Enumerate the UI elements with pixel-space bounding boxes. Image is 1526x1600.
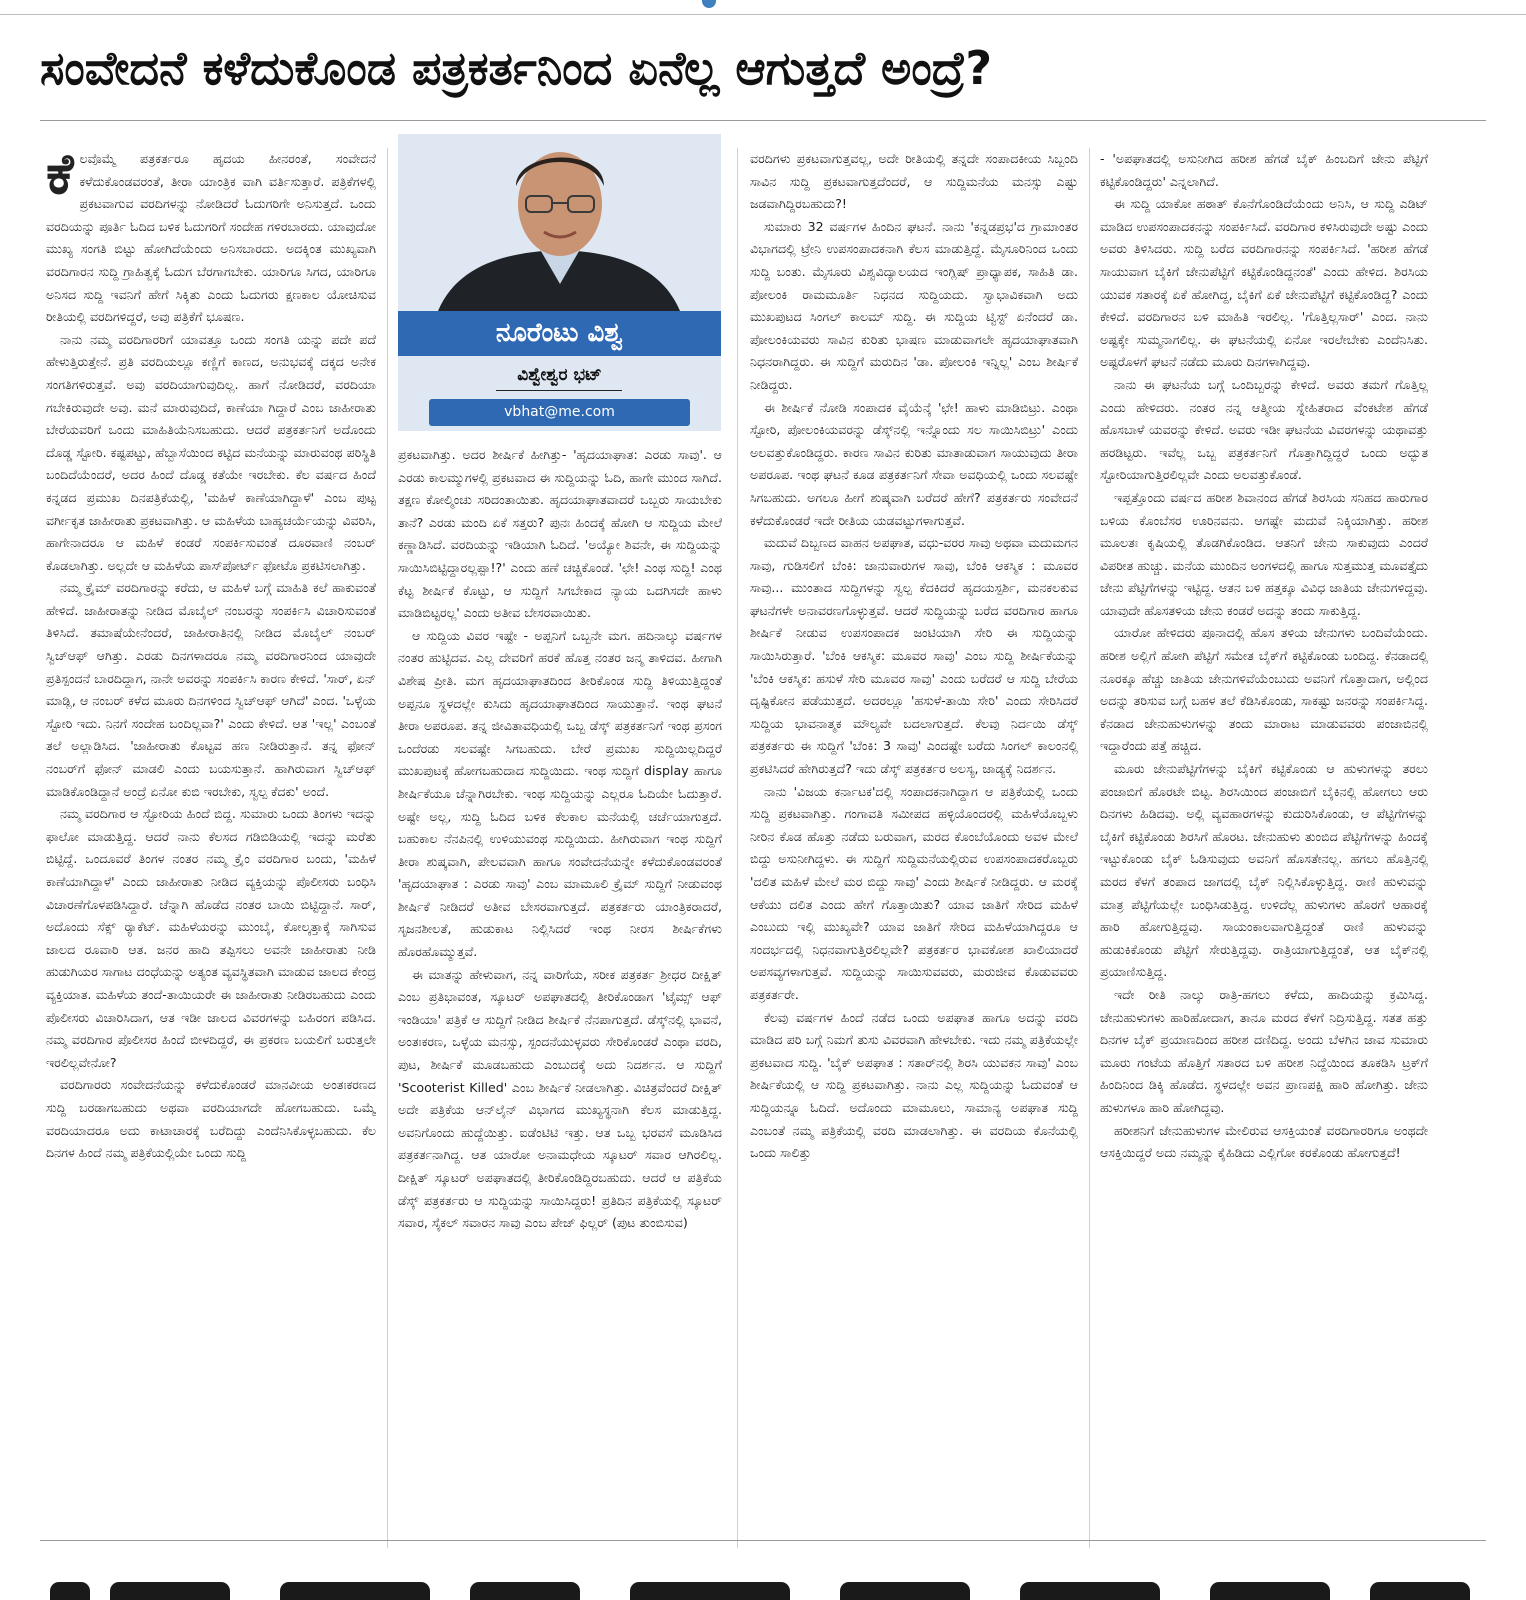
article-paragraph: ನಾನು ನಮ್ಮ ವರದಿಗಾರರಿಗೆ ಯಾವತ್ತೂ ಒಂದು ಸಂಗತಿ ಯನ್ನು ಪದೇ ಪದೆ ಹೇಳುತ್ತಿರುತ್ತೇನೆ. ಪ್ರತಿ ವರದಿಯಲ್ಲೂ ಕಣ್ಣಿಗೆ ಕಾಣದ, ಅನುಭವಕ್ಕೆ ದಕ್ಕದ ಅನೇಕ ಸಂಗತಿಗಳಿರುತ್ತವೆ. ಅವು ವರದಿಯಾಗುವುದಿಲ್ಲ. ಹಾಗೆ ನೋಡಿದರೆ, ವರದಿಯಾ ಗಬೇಕಿರುವುದೇ ಅವು. ಮನೆ ಮಾರುವುದಿದೆ, ಕಾಣೆಯಾ ಗಿದ್ದಾರೆ ಎಂಬ ಜಾಹೀರಾತು ಬೇರೆಯವರಿಗೆ ಒಂದು ಮಾಹಿತಿಯೆನಿಸಬಹುದು. ಆದರೆ ಪತ್ರಕರ್ತನಿಗೆ ಅದೊಂದು ದೊಡ್ಡ ಸ್ಟೋರಿ. ಕಷ್ಟಪಟ್ಟು, ಹೆಬ್ಬಾಸೆಯಿಂದ ಕಟ್ಟಿದ ಮನೆಯನ್ನು ಮಾರುವಂಥ ಪರಿಸ್ಥಿತಿ ಬಂದಿದೆಯೆಂದರೆ, ಅದರ ಹಿಂದೆ ದೊಡ್ಡ ಕತೆಯೇ ಇರಬೇಕು. ಕೆಲ ವರ್ಷದ ಹಿಂದೆ ಕನ್ನಡದ ಪ್ರಮುಖ ದಿನಪತ್ರಿಕೆಯಲ್ಲಿ, 'ಮಹಿಳೆ ಕಾಣೆಯಾಗಿದ್ದಾಳೆ' ಎಂಬ ಪುಟ್ಟ ವರ್ಗೀಕೃತ ಜಾಹೀರಾತು ಪ್ರಕಟವಾಗಿತ್ತು. ಆ ಮಹಿಳೆಯ ಬಾಹ್ಯಚರ್ಯೆಯನ್ನು ವಿವರಿಸಿ, ಹಾಗೇನಾದರೂ ಆ ಮಹಿಳೆ ಕಂಡರೆ ಸಂಪರ್ಕಿಸುವಂತೆ ದೂರವಾಣಿ ನಂಬರ್ ಕೊಡಲಾಗಿತ್ತು. ಅಲ್ಲದೇ ಆ ಮಹಿಳೆಯ ಪಾಸ್‌ಪೋರ್ಟ್ ಫೋಟೊ ಪ್ರಕಟಿಸಲಾಗಿತ್ತು. <box>46 331 376 573</box>
page-marker <box>702 0 716 8</box>
article-paragraph: - 'ಅಪಘಾತದಲ್ಲಿ ಅಸುನೀಗಿದ ಹರೀಶ ಹೆಗಡೆ ಬೈಕ್ ಹಿಂಬದಿಗೆ ಜೇನು ಪೆಟ್ಟಿಗೆ ಕಟ್ಟಿಕೊಂಡಿದ್ದರು' ಎನ್ನಲಾಗಿದೆ. <box>1100 151 1428 189</box>
article-paragraph: ವರದಿಗಾರರು ಸಂವೇದನೆಯನ್ನು ಕಳೆದುಕೊಂಡರೆ ಮಾನವೀಯ ಅಂತಃಕರಣದ ಸುದ್ದಿ ಬರಡಾಗಬಹುದು ಅಥವಾ ವರದಿಯಾಗದೇ ಹೋಗಬಹುದು. ಒಮ್ಮೆ ವರದಿಯಾದರೂ ಅದು ಕಾಟಾಚಾರಕ್ಕೆ ಬರೆದಿದ್ದು ಎಂದೆನಿಸಿಕೊಳ್ಳಬಹುದು. ಕೆಲ ದಿನಗಳ ಹಿಂದೆ ನಮ್ಮ ಪತ್ರಿಕೆಯಲ್ಲಿಯೇ ಒಂದು ಸುದ್ದಿ <box>46 1077 376 1161</box>
headline-divider <box>40 120 1486 121</box>
article-paragraph: ಪ್ರಕಟವಾಗಿತ್ತು. ಅದರ ಶೀರ್ಷಿಕೆ ಹೀಗಿತ್ತು- 'ಹೃದಯಾಘಾತ: ಎರಡು ಸಾವು'. ಆ ಎರಡು ಕಾಲಮ್ಮುಗಳಲ್ಲಿ ಪ್ರಕಟವಾದ ಈ ಸುದ್ದಿಯನ್ನು ಓದಿ, ಹಾಗೇ ಮುಂದ ಸಾಗಿದೆ. ತಕ್ಷಣ ಕೋಲ್ಮಿಂಚು ಸರಿದಂತಾಯಿತು. ಹೃದಯಾಘಾತವಾದರೆ ಒಬ್ಬರು ಸಾಯಬೇಕು ತಾನೆ? ಎರಡು ಮಂದಿ ಏಕೆ ಸತ್ತರು? ಪುನಃ ಹಿಂದಕ್ಕೆ ಹೋಗಿ ಆ ಸುದ್ದಿಯ ಮೇಲೆ ಕಣ್ಣಾಡಿಸಿದೆ. ವರದಿಯನ್ನು ಇಡಿಯಾಗಿ ಓದಿದೆ. 'ಅಯ್ಯೋ ಶಿವನೇ, ಈ ಸುದ್ದಿಯನ್ನು ಸಾಯಿಸಿಬಿಟ್ಟಿದ್ದಾರಲ್ಲಪ್ಪಾ!?' ಎಂದು ಹಣೆ ಚಚ್ಚಿಕೊಂಡೆ. 'ಛೇ! ಎಂಥ ಸುದ್ದಿ! ಎಂಥ ಕೆಟ್ಟ ಶೀರ್ಷಿಕೆ ಕೊಟ್ಟು, ಆ ಸುದ್ದಿಗೆ ಸಿಗಬೇಕಾದ ನ್ಯಾಯ ಒದಗಿಸದೇ ಹಾಳು ಮಾಡಿಬಿಟ್ಟರಲ್ಲ' ಎಂದು ಅತೀವ ಬೇಸರವಾಯಿತು. <box>398 447 722 621</box>
author-name: ವಿಶ್ವೇಶ್ವರ ಭಟ್ <box>517 365 602 385</box>
author-email: vbhat@me.com <box>429 399 690 426</box>
article-paragraph: ಮದುವೆ ದಿಬ್ಬಣದ ವಾಹನ ಅಪಘಾತ, ವಧು-ವರರ ಸಾವು ಅಥವಾ ಮದುಮಗನ ಸಾವು, ಗುಡಿಸಲಿಗೆ ಬೆಂಕಿ: ಜಾನುವಾರುಗಳ ಸಾವು, ಬೆಂಕಿ ಆಕಸ್ಮಿಕ : ಮೂವರ ಸಾವು... ಮುಂತಾದ ಸುದ್ದಿಗಳನ್ನು ಸ್ವಲ್ಪ ಕೆದಕಿದರೆ ಹೃದಯಸ್ಪರ್ಶಿ, ಮನಕಲಕುವ ಘಟನೆಗಳೇ ಅನಾವರಣಗೊಳ್ಳುತ್ತವೆ. ಆದರೆ ಸುದ್ದಿಯನ್ನು ಬರೆದ ವರದಿಗಾರ ಹಾಗೂ ಶೀರ್ಷಿಕೆ ನೀಡುವ ಉಪಸಂಪಾದಕ ಜಂಟಿಯಾಗಿ ಸೇರಿ ಈ ಸುದ್ದಿಯನ್ನು ಸಾಯಿಸಿರುತ್ತಾರೆ. 'ಬೆಂಕಿ ಆಕಸ್ಮಿಕ: ಮೂವರ ಸಾವು' ಎಂಬ ಸುದ್ದಿ ಶೀರ್ಷಿಕೆಯನ್ನು 'ಬೆಂಕಿ ಆಕಸ್ಮಿಕ: ಹಸುಳೆ ಸೇರಿ ಮೂವರ ಸಾವು' ಎಂದು ಬರೆದರೆ ಆ ಸುದ್ದಿ ಬೇರೆಯ ದೃಷ್ಟಿಕೋನ ಪಡೆಯುತ್ತದೆ. ಅದರಲ್ಲೂ 'ಹಸುಳೆ-ತಾಯಿ ಸೇರಿ' ಎಂದು ಸೇರಿಸಿದರೆ ಸುದ್ದಿಯ ಭಾವನಾತ್ಮಕ ಮೌಲ್ಯವೇ ಬದಲಾಗುತ್ತದೆ. ಕೆಲವು ನಿರ್ದಯಿ ಡೆಸ್ಕ್ ಪತ್ರಕರ್ತರು ಈ ಸುದ್ದಿಗೆ 'ಬೆಂಕಿ: 3 ಸಾವು' ಎಂದಷ್ಟೇ ಬರೆದು ಸಿಂಗಲ್ ಕಾಲಂನಲ್ಲಿ ಪ್ರಕಟಿಸಿದರೆ ಹೇಗಿರುತ್ತದೆ? ಇದು ಡೆಸ್ಕ್ ಪತ್ರಕರ್ತರ ಅಲಸ್ಯ, ಜಾಡ್ಯಕ್ಕೆ ನಿದರ್ಶನ. <box>750 535 1078 777</box>
column-name: ನೂರೆಂಟು ವಿಶ್ವ <box>398 311 721 356</box>
author-photo <box>398 134 721 311</box>
article-column-1 <box>46 148 376 1552</box>
article-column-4 <box>1100 148 1428 1552</box>
article-paragraph: ನಾನು 'ವಿಜಯ ಕರ್ನಾಟಕ'ದಲ್ಲಿ ಸಂಪಾದಕನಾಗಿದ್ದಾಗ ಆ ಪತ್ರಿಕೆಯಲ್ಲಿ ಒಂದು ಸುದ್ದಿ ಪ್ರಕಟವಾಗಿತ್ತು. ಗಂಗಾವತಿ ಸಮೀಪದ ಹಳ್ಳಿಯೊಂದರಲ್ಲಿ ಮಹಿಳೆಯೊಬ್ಬಳು ನೀರಿನ ಕೊಡ ಹೊತ್ತು ನಡೆದು ಬರುವಾಗ, ಮರದ ಕೊಂಬೆಯೊಂದು ಅವಳ ಮೇಲೆ ಬಿದ್ದು ಅಸುನೀಗಿದ್ದಳು. ಈ ಸುದ್ದಿಗೆ ಸುದ್ದಿಮನೆಯಲ್ಲಿರುವ ಉಪಸಂಪಾದಕರೊಬ್ಬರು 'ದಲಿತ ಮಹಿಳೆ ಮೇಲೆ ಮರ ಬಿದ್ದು ಸಾವು' ಎಂದು ಶೀರ್ಷಿಕೆ ನೀಡಿದ್ದರು. ಆ ಮರಕ್ಕೆ ಆಕೆಯು ದಲಿತ ಎಂದು ಹೇಗೆ ಗೊತ್ತಾಯಿತು? ಯಾವ ಜಾತಿಗೆ ಸೇರಿದ ಮಹಿಳೆ ಎಂಬುದು ಇಲ್ಲಿ ಮುಖ್ಯವೇ? ಯಾವ ಜಾತಿಗೆ ಸೇರಿದ ಮಹಿಳೆಯಾಗಿದ್ದರೂ ಆ ಸಂದರ್ಭದಲ್ಲಿ ನಿಧನವಾಗುತ್ತಿರಲಿಲ್ಲವೇ? ಪತ್ರಕರ್ತರ ಭಾವಕೋಶ ಖಾಲಿಯಾದರೆ ಅಪಸವ್ಯಗಳಾಗುತ್ತವೆ. ಸುದ್ದಿಯನ್ನು ಸಾಯಿಸುವವರು, ಮರುಜೀವ ಕೊಡುವವರು ಪತ್ರಕರ್ತರೇ. <box>750 783 1078 1002</box>
article-paragraph: ಆ ಸುದ್ದಿಯ ವಿವರ ಇಷ್ಟೇ - ಅಪ್ಪನಿಗೆ ಒಬ್ಬನೇ ಮಗ. ಹದಿನಾಲ್ಕು ವರ್ಷಗಳ ನಂತರ ಹುಟ್ಟಿದವ. ಎಲ್ಲ ದೇವರಿಗೆ ಹರಕೆ ಹೊತ್ತ ನಂತರ ಜನ್ಮ ತಾಳಿದವ. ಹೀಗಾಗಿ ವಿಶೇಷ ಪ್ರೀತಿ. ಮಗ ಹೃದಯಾಘಾತದಿಂದ ತೀರಿಕೊಂಡ ಸುದ್ದಿ ತಿಳಿಯುತ್ತಿದ್ದಂತೆ ಅಪ್ಪನೂ ಸ್ಥಳದಲ್ಲೇ ಕುಸಿದು ಹೃದಯಾಘಾತದಿಂದ ಸಾಯುತ್ತಾನೆ. ಇಂಥ ಘಟನೆ ತೀರಾ ಅಪರೂಪ. ತನ್ನ ಜೀವಿತಾವಧಿಯಲ್ಲಿ ಒಬ್ಬ ಡೆಸ್ಕ್ ಪತ್ರಕರ್ತನಿಗೆ ಇಂಥ ಪ್ರಸಂಗ ಒಂದೆರಡು ಸಲವಷ್ಟೇ ಸಿಗಬಹುದು. ಬೇರೆ ಪ್ರಮುಖ ಸುದ್ದಿಯಿಲ್ಲದಿದ್ದರೆ ಮುಖಪುಟಕ್ಕೆ ಹೋಗಬಹುದಾದ ಸುದ್ದಿಯಿದು. ಇಂಥ ಸುದ್ದಿಗೆ display ಹಾಗೂ ಶೀರ್ಷಿಕೆಯೂ ಚೆನ್ನಾಗಿರಬೇಕು. ಇಂಥ ಸುದ್ದಿಯನ್ನು ಎಲ್ಲರೂ ಓದಿಯೇ ಓದುತ್ತಾರೆ. ಅಷ್ಟೇ ಅಲ್ಲ, ಸುದ್ದಿ ಓದಿದ ಬಳಿಕ ಕೆಲಕಾಲ ಮನೆಯಲ್ಲಿ ಚರ್ಚೆಯಾಗುತ್ತದೆ. ಬಹುಕಾಲ ನೆನಪಿನಲ್ಲಿ ಉಳಿಯುವಂಥ ಸುದ್ದಿಯಿದು. ಹೀಗಿರುವಾಗ ಇಂಥ ಸುದ್ದಿಗೆ ತೀರಾ ಶುಷ್ಕವಾಗಿ, ಪೇಲವವಾಗಿ ಹಾಗೂ ಸಂವೇದನೆಯನ್ನೇ ಕಳೆದುಕೊಂಡವರಂತೆ 'ಹೃದಯಾಘಾತ : ಎರಡು ಸಾವು' ಎಂಬ ಮಾಮೂಲಿ ಕ್ರೈಮ್ ಸುದ್ದಿಗೆ ನೀಡುವಂಥ ಶೀರ್ಷಿಕೆ ನೀಡಿದರೆ ಅತೀವ ಬೇಸರವಾಗುತ್ತದೆ. ಪತ್ರಕರ್ತರು ಯಾಂತ್ರಿಕರಾದರೆ, ಸೃಜನಶೀಲತೆ, ಹುಡುಕಾಟ ನಿಲ್ಲಿಸಿದರೆ ಇಂಥ ನೀರಸ ಶೀರ್ಷಿಕೆಗಳು ಹೊರಹೊಮ್ಮುತ್ತವೆ. <box>398 627 722 960</box>
article-paragraph: ನಮ್ಮ ವರದಿಗಾರ ಆ ಸ್ಟೋರಿಯ ಹಿಂದೆ ಬಿದ್ದ. ಸುಮಾರು ಒಂದು ತಿಂಗಳು ಇದನ್ನು ಫಾಲೋ ಮಾಡುತ್ತಿದ್ದ. ಆದರೆ ನಾನು ಕೆಲಸದ ಗಡಿಬಿಡಿಯಲ್ಲಿ ಇದನ್ನು ಮರೆತು ಬಿಟ್ಟಿದ್ದೆ. ಒಂದೂವರೆ ತಿಂಗಳ ನಂತರ ನಮ್ಮ ಕ್ರೈಂ ವರದಿಗಾರ ಬಂದು, 'ಮಹಿಳೆ ಕಾಣೆಯಾಗಿದ್ದಾಳೆ' ಎಂದು ಜಾಹೀರಾತು ನೀಡಿದ ವ್ಯಕ್ತಿಯನ್ನು ಪೊಲೀಸರು ಬಂಧಿಸಿ ವಿಚಾರಣೆಗೊಳಪಡಿಸಿದ್ದಾರೆ. ಚೆನ್ನಾಗಿ ಹೊಡೆದ ನಂತರ ಬಾಯಿ ಬಿಟ್ಟಿದ್ದಾನೆ. ಸಾರ್, ಅದೊಂದು ಸೆಕ್ಸ್ ರ‍್ಯಾಕೆಟ್. ಮಹಿಳೆಯರನ್ನು ಮುಂಬೈ, ಕೋಲ್ಕತ್ತಾಕ್ಕೆ ಸಾಗಿಸುವ ಜಾಲದ ರೂವಾರಿ ಆತ. ಜನರ ಹಾದಿ ತಪ್ಪಿಸಲು ಅವನೇ ಜಾಹೀರಾತು ನೀಡಿ ಹುಡುಗಿಯರ ಸಾಗಾಟ ದಂಧೆಯನ್ನು ಅತ್ಯಂತ ವ್ಯವಸ್ಥಿತವಾಗಿ ಮಾಡುವ ಜಾಲದ ಕೇಂದ್ರ ವ್ಯಕ್ತಿಯಾತ. ಮಹಿಳೆಯ ತಂದೆ-ತಾಯಿಯರೇ ಈ ಜಾಹೀರಾತು ನೀಡಿರಬಹುದು ಎಂದು ಪೊಲೀಸರು ವಿಚಾರಿಸಿದಾಗ, ಆತ ಇಡೀ ಜಾಲದ ವಿವರಗಳನ್ನು ಬಹಿರಂಗ ಪಡಿಸಿದ. ನಮ್ಮ ವರದಿಗಾರ ಪೊಲೀಸರ ಹಿಂದೆ ಬೀಳದಿದ್ದರೆ, ಈ ಪ್ರಕರಣ ಬಯಲಿಗೆ ಬರುತ್ತಲೇ ಇರಲಿಲ್ಲವೇನೋ? <box>46 806 376 1070</box>
article-paragraph: ಇದೇ ರೀತಿ ನಾಲ್ಕು ರಾತ್ರಿ-ಹಗಲು ಕಳೆದು, ಹಾದಿಯನ್ನು ಕ್ರಮಿಸಿದ್ದ. ಜೇನುಹುಳುಗಳು ಹಾರಿಹೋದಾಗ, ತಾನೂ ಮರದ ಕೆಳಗೆ ನಿದ್ರಿಸುತ್ತಿದ್ದ. ಸತತ ಹತ್ತು ದಿನಗಳ ಬೈಕ್ ಪ್ರಯಾಣದಿಂದ ಹರೀಶ ದಣಿದಿದ್ದ. ಅಂದು ಬೆಳಗಿನ ಜಾವ ಸುಮಾರು ಮೂರು ಗಂಟೆಯ ಹೊತ್ತಿಗೆ ಸತಾರದ ಬಳಿ ಹರೀಶ ನಿದ್ದೆಯಿಂದ ತೂಕಡಿಸಿ ಟ್ರಕ್‌ಗೆ ಹಿಂದಿನಿಂದ ಡಿಕ್ಕಿ ಹೊಡೆದ. ಸ್ಥಳದಲ್ಲೇ ಅವನ ಪ್ರಾಣಪಕ್ಷಿ ಹಾರಿ ಹೋಗಿತ್ತು. ಜೇನು ಹುಳುಗಳೂ ಹಾರಿ ಹೋಗಿದ್ದವು. <box>1100 986 1428 1115</box>
column-divider <box>1089 148 1090 1548</box>
column-divider <box>387 148 388 1548</box>
article-paragraph: ಮೂರು ಜೇನುಪೆಟ್ಟಿಗೆಗಳನ್ನು ಬೈಕಿಗೆ ಕಟ್ಟಿಕೊಂಡು ಆ ಹುಳುಗಳನ್ನು ತರಲು ಪಂಜಾಬಿಗೆ ಹೊರಟೇ ಬಿಟ್ಟ. ಶಿರಸಿಯಿಂದ ಪಂಜಾಬಿಗೆ ಬೈಕಿನಲ್ಲಿ ಹೋಗಲು ಆರು ದಿನಗಳು ಹಿಡಿದವು. ಅಲ್ಲಿ ವ್ಯವಹಾರಗಳನ್ನು ಕುದುರಿಸಿಕೊಂಡು, ಆ ಪೆಟ್ಟಿಗೆಗಳನ್ನು ಬೈಕಿಗೆ ಕಟ್ಟಿಕೊಂಡು ಶಿರಸಿಗೆ ಹೊರಟ. ಜೇನುಹುಳು ತುಂಬಿದ ಪೆಟ್ಟಿಗೆಗಳನ್ನು ಹಿಂದಕ್ಕೆ ಇಟ್ಟುಕೊಂಡು ಬೈಕ್ ಓಡಿಸುವುದು ಅವನಿಗೆ ಹೊಸತೇನಲ್ಲ. ಹಗಲು ಹೊತ್ತಿನಲ್ಲಿ ಮರದ ಕೆಳಗೆ ತಂಪಾದ ಜಾಗದಲ್ಲಿ ಬೈಕ್ ನಿಲ್ಲಿಸಿಕೊಳ್ಳುತ್ತಿದ್ದ. ರಾಣಿ ಹುಳುವನ್ನು ಮಾತ್ರ ಪೆಟ್ಟಿಗೆಯಲ್ಲೇ ಬಂಧಿಸಿಡುತ್ತಿದ್ದ. ಉಳಿದೆಲ್ಲ ಹುಳುಗಳು ಹೊರಗೆ ಆಹಾರಕ್ಕೆ ಹಾರಿ ಹೋಗುತ್ತಿದ್ದವು. ಸಾಯಂಕಾಲವಾಗುತ್ತಿದ್ದಂತೆ ರಾಣಿ ಹುಳುವನ್ನು ಹುಡುಕಿಕೊಂಡು ಪೆಟ್ಟಿಗೆ ಸೇರುತ್ತಿದ್ದವು. ರಾತ್ರಿಯಾಗುತ್ತಿದ್ದಂತೆ, ಆತ ಬೈಕ್‌ನಲ್ಲಿ ಪ್ರಯಾಣಿಸುತ್ತಿದ್ದ. <box>1100 761 1428 980</box>
article-paragraph: ಈ ಮಾತನ್ನು ಹೇಳುವಾಗ, ನನ್ನ ವಾರಿಗೆಯ, ಸರೀಕ ಪತ್ರಕರ್ತ ಶ್ರೀಧರ ದೀಕ್ಷಿತ್ ಎಂಬ ಪ್ರತಿಭಾವಂತ, ಸ್ಕೂಟರ್ ಅಪಘಾತದಲ್ಲಿ ತೀರಿಕೊಂಡಾಗ 'ಟೈಮ್ಸ್ ಆಫ್ ಇಂಡಿಯಾ' ಪತ್ರಿಕೆ ಆ ಸುದ್ದಿಗೆ ನೀಡಿದ ಶೀರ್ಷಿಕೆ ನೆನಪಾಗುತ್ತದೆ. ಡೆಸ್ಕ್‌ನಲ್ಲಿ ಭಾವನೆ, ಅಂತಃಕರಣ, ಒಳ್ಳೆಯ ಮನಸ್ಸು, ಸ್ಪಂದನೆಯುಳ್ಳವರು ಸೇರಿಕೊಂಡರೆ ಎಂಥಾ ವರದಿ, ಪುಟ, ಶೀರ್ಷಿಕೆ ಮೂಡಬಹುದು ಎಂಬುದಕ್ಕೆ ಅದು ನಿದರ್ಶನ. ಆ ಸುದ್ದಿಗೆ 'Scooterist Killed' ಎಂಬ ಶೀರ್ಷಿಕೆ ನೀಡಲಾಗಿತ್ತು. ವಿಚಿತ್ರವೆಂದರೆ ದೀಕ್ಷಿತ್ ಅದೇ ಪತ್ರಿಕೆಯ ಆನ್‌ಲೈನ್ ವಿಭಾಗದ ಮುಖ್ಯಸ್ಥನಾಗಿ ಕೆಲಸ ಮಾಡುತ್ತಿದ್ದ. ಅವನಿಗೊಂದು ಹುದ್ದೆಯಿತ್ತು. ಐಡೆಂಟಿಟಿ ಇತ್ತು. ಆತ ಒಬ್ಬ ಭರವಸೆ ಮೂಡಿಸಿದ ಪತ್ರಕರ್ತನಾಗಿದ್ದ. ಆತ ಯಾರೋ ಅನಾಮಧೇಯ ಸ್ಕೂಟರ್ ಸವಾರ ಆಗಿರಲಿಲ್ಲ. ದೀಕ್ಷಿತ್ ಸ್ಕೂಟರ್ ಅಪಘಾತದಲ್ಲಿ ತೀರಿಕೊಂಡಿದ್ದಿರಬಹುದು. ಆದರೆ ಆ ಪತ್ರಿಕೆಯ ಡೆಸ್ಕ್ ಪತ್ರಕರ್ತರು ಆ ಸುದ್ದಿಯನ್ನು ಸಾಯಿಸಿದ್ದರು! ಪ್ರತಿದಿನ ಪತ್ರಿಕೆಯಲ್ಲಿ ಸ್ಕೂಟರ್ ಸವಾರ, ಸೈಕಲ್ ಸವಾರನ ಸಾವು ಎಂಬ ಪೇಜ್ ಫಿಲ್ಲರ್ (ಪುಟ ತುಂಬಿಸುವ) <box>398 966 722 1231</box>
article-paragraph: ನಾನು ಈ ಘಟನೆಯ ಬಗ್ಗೆ ಒಂದಿಬ್ಬರನ್ನು ಕೇಳಿದೆ. ಅವರು ತಮಗೆ ಗೊತ್ತಿಲ್ಲ ಎಂದು ಹೇಳಿದರು. ನಂತರ ನನ್ನ ಆತ್ಮೀಯ ಸ್ನೇಹಿತರಾದ ವೆಂಕಟೇಶ ಹೆಗಡೆ ಹೊಸಬಾಳೆ ಯವರನ್ನು ಕೇಳಿದೆ. ಅವರು ಇಡೀ ಘಟನೆಯ ವಿವರಗಳನ್ನು ಯಥಾವತ್ತು ಹರಡಿಟ್ಟರು. ಇವೆಲ್ಲ ಒಬ್ಬ ಪತ್ರಕರ್ತನಿಗೆ ಗೊತ್ತಾಗಿದ್ದಿದ್ದರೆ ಒಂದು ಅದ್ಭುತ ಸ್ಟೋರಿಯಾಗುತ್ತಿರಲಿಲ್ಲವೇ ಎಂದು ಅಲವತ್ತುಕೊಂಡೆ. <box>1100 376 1428 483</box>
article-paragraph: ಈ ಶೀರ್ಷಿಕೆ ನೋಡಿ ಸಂಪಾದಕ ವೈಯೆನ್ಕೆ 'ಛೇ! ಹಾಳು ಮಾಡಿಬಿಟ್ರು. ಎಂಥಾ ಸ್ಟೋರಿ, ಪೋಲಂಕಿಯವರನ್ನು ಡೆಸ್ಕ್‌ನಲ್ಲಿ ಇನ್ನೊಂದು ಸಲ ಸಾಯಿಸಿಬಿಟ್ರು' ಎಂದು ಅಲವತ್ತುಕೊಂಡಿದ್ದರು. ಕಾರಣ ಸಾವಿನ ಕುರಿತು ಮಾತಾಡುವಾಗ ಸಾಯುವುದು ತೀರಾ ಅಪರೂಪ. ಇಂಥ ಘಟನೆ ಕೂಡ ಪತ್ರಕರ್ತನಿಗೆ ಸೇವಾ ಅವಧಿಯಲ್ಲಿ ಒಂದು ಸಲವಷ್ಟೇ ಸಿಗಬಹುದು. ಅಗಲೂ ಹೀಗೆ ಶುಷ್ಕವಾಗಿ ಬರೆದರೆ ಹೇಗೆ? ಪತ್ರಕರ್ತರು ಸಂವೇದನೆ ಕಳೆದುಕೊಂಡರೆ ಇದೇ ರೀತಿಯ ಯಡವಟ್ಟುಗಳಾಗುತ್ತವೆ. <box>750 399 1078 528</box>
article-paragraph: ನಮ್ಮ ಕ್ರೈಮ್ ವರದಿಗಾರನ್ನು ಕರೆದು, ಆ ಮಹಿಳೆ ಬಗ್ಗೆ ಮಾಹಿತಿ ಕಲೆ ಹಾಕುವಂತೆ ಹೇಳಿದೆ. ಜಾಹೀರಾತನ್ನು ನೀಡಿದ ಮೊಬೈಲ್ ನಂಬರನ್ನು ಸಂಪರ್ಕಿಸಿ ವಿಚಾರಿಸುವಂತೆ ತಿಳಿಸಿದೆ. ತಮಾಷೆಯೇನೆಂದರೆ, ಜಾಹೀರಾತಿನಲ್ಲಿ ನೀಡಿದ ಮೊಬೈಲ್ ನಂಬರ್ ಸ್ವಿಚ್‌ಆಫ್ ಆಗಿತ್ತು. ಎರಡು ದಿನಗಳಾದರೂ ನಮ್ಮ ವರದಿಗಾರನಿಂದ ಯಾವುದೇ ಪ್ರತಿಸ್ಪಂದನೆ ಬಾರದಿದ್ದಾಗ, ನಾನೇ ಅವರನ್ನು ಸಂಪರ್ಕಿಸಿ ಕಾರಣ ಕೇಳಿದೆ. 'ಸಾರ್, ಏನ್ ಮಾಡ್ಲಿ, ಆ ನಂಬರ್ ಕಳೆದ ಮೂರು ದಿನಗಳಿಂದ ಸ್ವಿಚ್‌ಆಫ್ ಆಗಿದೆ' ಎಂದ. 'ಒಳ್ಳೆಯ ಸ್ಟೋರಿ ಇದು. ನಿನಗೆ ಸಂದೇಹ ಬಂದಿಲ್ಲವಾ?' ಎಂದು ಕೇಳಿದೆ. ಆತ 'ಇಲ್ಲ' ಎಂಬಂತೆ ತಲೆ ಅಲ್ಲಾಡಿಸಿದ. 'ಜಾಹೀರಾತು ಕೊಟ್ಟವ ಹಣ ನೀಡಿರುತ್ತಾನೆ. ತನ್ನ ಫೋನ್ ನಂಬರ್‌ಗೆ ಫೋನ್ ಮಾಡಲಿ ಎಂದು ಬಯಸುತ್ತಾನೆ. ಹಾಗಿರುವಾಗ ಸ್ವಿಚ್‌ಆಫ್ ಮಾಡಿಕೊಂಡಿದ್ದಾನೆ ಅಂದ್ರೆ ಏನೋ ಕುಬಿ ಇರಬೇಕು, ಸ್ವಲ್ಪ ಕೆದಕು' ಅಂದೆ. <box>46 580 376 799</box>
column-byline-box <box>398 134 721 431</box>
article-paragraph: ಈ ಸುದ್ದಿ ಯಾಕೋ ಹಠಾತ್ ಕೊನೆಗೊಂಡಿದೆಯೆಂದು ಅನಿಸಿ, ಆ ಸುದ್ದಿ ಎಡಿಟ್ ಮಾಡಿದ ಉಪಸಂಪಾದಕನನ್ನು ಸಂಪರ್ಕಿಸಿದೆ. ವರದಿಗಾರ ಕಳಿಸಿರುವುದೇ ಅಷ್ಟು ಎಂದು ಅವರು ತಿಳಿಸಿದರು. ಸುದ್ದಿ ಬರೆದ ವರದಿಗಾರನನ್ನು ಸಂಪರ್ಕಿಸಿದೆ. 'ಹರೀಶ ಹೆಗಡೆ ಸಾಯುವಾಗ ಬೈಕಿಗೆ ಜೇನುಪೆಟ್ಟಿಗೆ ಕಟ್ಟಿಕೊಂಡಿದ್ದನಂತೆ' ಎಂದು ಹೇಳಿದ. ಶಿರಸಿಯ ಯುವಕ ಸತಾರಕ್ಕೆ ಏಕೆ ಹೋಗಿದ್ದ, ಬೈಕಿಗೆ ಏಕೆ ಜೇನುಪೆಟ್ಟಿಗೆ ಕಟ್ಟಿಕೊಂಡಿದ್ದ? ಎಂದು ಕೇಳಿದೆ. ವರದಿಗಾರನ ಬಳಿ ಮಾಹಿತಿ ಇರಲಿಲ್ಲ. 'ಗೊತ್ತಿಲ್ಲಸಾರ್' ಎಂದ. ನಾನು ಅಷ್ಟಕ್ಕೇ ಸುಮ್ಮನಾಗಲಿಲ್ಲ. ಈ ಘಟನೆಯಲ್ಲಿ ಏನೋ ಇರಲೇಬೇಕು ಎಂದೆನಿಸಿತು. ಅಷ್ಟರೊಳಗೆ ಘಟನೆ ನಡೆದು ಮೂರು ದಿನಗಳಾಗಿದ್ದವು. <box>1100 196 1428 370</box>
page-top-bar <box>0 0 1526 15</box>
paragraph-text: ಲವೊಮ್ಮೆ ಪತ್ರಕರ್ತರೂ ಹೃದಯ ಹೀನರಂತೆ, ಸಂವೇದನೆ ಕಳೆದುಕೊಂಡವರಂತೆ, ತೀರಾ ಯಾಂತ್ರಿಕ ವಾಗಿ ವರ್ತಿಸುತ್ತಾರೆ. ಪತ್ರಿಕೆಗಳಲ್ಲಿ ಪ್ರಕಟವಾಗುವ ವರದಿಗಳನ್ನು ನೋಡಿದರೆ ಓದುಗರಿಗೇ ಅನಿಸುತ್ತದೆ. ಒಂದು ವರದಿಯನ್ನು ಪೂರ್ತಿ ಓದಿದ ಬಳಿಕ ಓದುಗರಿಗೆ ಸಂದೇಹ ಗಳಿರಬಾರದು. ಯಾವುದೋ ಮುಖ್ಯ ಸಂಗತಿ ಬಿಟ್ಟು ಹೋಗಿದೆಯೆಂದು ಅನಿಸಬಾರದು. ಅದಕ್ಕಿಂತ ಮುಖ್ಯವಾಗಿ ವರದಿಗಾರನ ಸುದ್ದಿ ಗ್ರಾಹಿತ್ವಕ್ಕೆ ಓದುಗ ಬೆರಗಾಗಬೇಕು. ಯಾರಿಗೂ ಸಿಗದ, ಯಾರಿಗೂ ಅನಿಸದ ಸುದ್ದಿ ಇವನಿಗೆ ಹೇಗೆ ಸಿಕ್ಕಿತು ಎಂದು ಓದುಗರು ಕ್ಷಣಕಾಲ ಯೋಚಿಸುವ ರೀತಿಯಲ್ಲಿ ವರದಿಗಳಿದ್ದರೆ, ಅವು ಪತ್ರಿಕೆಗೆ ಭೂಷಣ. <box>46 151 376 325</box>
article-paragraph: ಕೆಲವು ವರ್ಷಗಳ ಹಿಂದೆ ನಡೆದ ಒಂದು ಅಪಘಾತ ಹಾಗೂ ಅದನ್ನು ವರದಿ ಮಾಡಿದ ಪರಿ ಬಗ್ಗೆ ನಿಮಗೆ ತುಸು ವಿವರವಾಗಿ ಹೇಳಬೇಕು. ಇದು ನಮ್ಮ ಪತ್ರಿಕೆಯಲ್ಲೇ ಪ್ರಕಟವಾದ ಸುದ್ದಿ. 'ಬೈಕ್ ಅಪಘಾತ : ಸತಾರ್‌ನಲ್ಲಿ ಶಿರಸಿ ಯುವಕನ ಸಾವು' ಎಂಬ ಶೀರ್ಷಿಕೆಯಲ್ಲಿ ಆ ಸುದ್ದಿ ಪ್ರಕಟವಾಗಿತ್ತು. ನಾನು ಎಲ್ಲ ಸುದ್ದಿಯನ್ನು ಓದುವಂತೆ ಆ ಸುದ್ದಿಯನ್ನೂ ಓದಿದೆ. ಅದೊಂದು ಮಾಮೂಲು, ಸಾಮಾನ್ಯ ಅಪಘಾತ ಸುದ್ದಿ ಎಂಬಂತೆ ನಮ್ಮ ಪತ್ರಿಕೆಯಲ್ಲಿ ವರದಿ ಮಾಡಲಾಗಿತ್ತು. ಈ ವರದಿಯ ಕೊನೆಯಲ್ಲಿ ಒಂದು ಸಾಲಿತ್ತು <box>750 1009 1078 1161</box>
headline: ಸಂವೇದನೆ ಕಳೆದುಕೊಂಡ ಪತ್ರಕರ್ತನಿಂದ ಏನೆಲ್ಲ ಆಗುತ್ತದೆ ಅಂದ್ರೆ? <box>40 41 993 95</box>
article-column-2 <box>398 444 722 1552</box>
article-paragraph: ವರದಿಗಳು ಪ್ರಕಟವಾಗುತ್ತವಲ್ಲ, ಅದೇ ರೀತಿಯಲ್ಲಿ ತನ್ನದೇ ಸಂಪಾದಕೀಯ ಸಿಬ್ಬಂದಿ ಸಾವಿನ ಸುದ್ದಿ ಪ್ರಕಟವಾಗುತ್ತದೆಂದರೆ, ಆ ಸುದ್ದಿಮನೆಯ ಮನಸ್ಸು ಎಷ್ಟು ಜಡವಾಗಿದ್ದಿರಬಹುದು?! <box>750 151 1078 212</box>
article-paragraph: ಹರೀಶನಿಗೆ ಜೇನುಹುಳುಗಳ ಮೇಲಿರುವ ಆಸಕ್ತಿಯಂತೆ ವರದಿಗಾರರಿಗೂ ಅಂಥದೇ ಆಸಕ್ತಿಯಿದ್ದರೆ ಅದು ನಮ್ಮನ್ನು ಕೈಹಿಡಿದು ಎಲ್ಲಿಗೋ ಕರಕೊಂಡು ಹೋಗುತ್ತದೆ! <box>1100 1122 1428 1161</box>
column-divider <box>737 148 738 1548</box>
author-underline <box>496 390 622 391</box>
drop-cap: ಕೆ <box>46 148 74 207</box>
article-paragraph: ಸುಮಾರು 32 ವರ್ಷಗಳ ಹಿಂದಿನ ಘಟನೆ. ನಾನು 'ಕನ್ನಡಪ್ರಭ'ದ ಗ್ರಾಮಾಂತರ ವಿಭಾಗದಲ್ಲಿ ಟ್ರೇನಿ ಉಪಸಂಪಾದಕನಾಗಿ ಕೆಲಸ ಮಾಡುತ್ತಿದ್ದೆ. ಮೈಸೂರಿನಿಂದ ಒಂದು ಸುದ್ದಿ ಬಂತು. ಮೈಸೂರು ವಿಶ್ವವಿದ್ಯಾಲಯದ ಇಂಗ್ಲಿಷ್ ಪ್ರಾಧ್ಯಾಪಕ, ಸಾಹಿತಿ ಡಾ. ಪೋಲಂಕಿ ರಾಮಮೂರ್ತಿ ನಿಧನದ ಸುದ್ದಿಯದು. ಸ್ವಾಭಾವಿಕವಾಗಿ ಅದು ಮುಖಪುಟದ ಸಿಂಗಲ್ ಕಾಲಮ್ ಸುದ್ದಿ. ಈ ಸುದ್ದಿಯ ಟ್ವಿಸ್ಟ್ ಏನೆಂದರೆ ಡಾ. ಪೋಲಂಕಿಯವರು ಸಾವಿನ ಕುರಿತು ಭಾಷಣ ಮಾಡುವಾಗಲೇ ಹೃದಯಾಘಾತವಾಗಿ ನಿಧನರಾಗಿದ್ದರು. ಈ ಸುದ್ದಿಗೆ ಮರುದಿನ 'ಡಾ. ಪೋಲಂಕಿ ಇನ್ನಿಲ್ಲ' ಎಂಬ ಶೀರ್ಷಿಕೆ ನೀಡಿದ್ದರು. <box>750 218 1078 392</box>
next-article-cropped-headline <box>40 1556 1486 1600</box>
article-paragraph: ಯಾರೋ ಹೇಳಿದರು ಪೂನಾದಲ್ಲಿ ಹೊಸ ತಳಿಯ ಜೇನುಗಳು ಬಂದಿವೆಯೆಂದು. ಹರೀಶ ಅಲ್ಲಿಗೆ ಹೋಗಿ ಪೆಟ್ಟಿಗೆ ಸಮೇತ ಬೈಕ್‌ಗೆ ಕಟ್ಟಿಕೊಂಡು ಬಂದಿದ್ದ. ಕೆನಡಾದಲ್ಲಿ ನೂರಕ್ಕೂ ಹೆಚ್ಚು ಜಾತಿಯ ಜೇನುಗಳಿವೆಯೆಂಬುದು ಅವನಿಗೆ ಗೊತ್ತಾದಾಗ, ಅಲ್ಲಿಂದ ಅದನ್ನು ತರಿಸುವ ಬಗ್ಗೆ ಬಹಳ ತಲೆ ಕೆಡಿಸಿಕೊಂಡು, ಸಾಕಷ್ಟು ಜನರನ್ನು ಸಂಪರ್ಕಿಸಿದ್ದ. ಕೆನಡಾದ ಜೇನುಹುಳುಗಳನ್ನು ತಂದು ಮಾರಾಟ ಮಾಡುವವರು ಪಂಜಾಬಿನಲ್ಲಿ ಇದ್ದಾರೆಂದು ಪತ್ತೆ ಹಚ್ಚಿದ. <box>1100 625 1428 754</box>
article-column-3 <box>750 148 1078 1552</box>
article-paragraph: ಇಪ್ಪತ್ತೊಂದು ವರ್ಷದ ಹರೀಶ ಶಿವಾನಂದ ಹೆಗಡೆ ಶಿರಸಿಯ ಸನಿಹದ ಹಾರುಗಾರ ಬಳಿಯ ಕೊಂಬೆಸರ ಊರಿನವನು. ಆಗಷ್ಟೇ ಮದುವೆ ನಿಕ್ಕಿಯಾಗಿತ್ತು. ಹರೀಶ ಮೂಲತಃ ಕೃಷಿಯಲ್ಲಿ ತೊಡಗಿಕೊಂಡಿದ. ಆತನಿಗೆ ಜೇನು ಸಾಕುವುದು ಎಂದರೆ ವಿಪರೀತ ಹುಚ್ಚು. ಮನೆಯ ಮುಂದಿನ ಅಂಗಳದಲ್ಲಿ ಹಾಗೂ ಸುತ್ತಮುತ್ತ ಮೂವತ್ತೈದು ಜೇನು ಪೆಟ್ಟಿಗೆಗಳನ್ನು ಇಟ್ಟಿದ್ದ. ಆತನ ಬಳಿ ಹತ್ತಕ್ಕೂ ವಿವಿಧ ಜಾತಿಯ ಜೇನುಗಳಿದ್ದವು. ಯಾವುದೇ ಹೊಸತಳಿಯ ಜೇನು ಕಂಡರೆ ಅದನ್ನು ತಂದು ಸಾಕುತ್ತಿದ್ದ. <box>1100 489 1428 618</box>
article-paragraph <box>46 148 376 329</box>
footer-divider <box>40 1540 1486 1541</box>
